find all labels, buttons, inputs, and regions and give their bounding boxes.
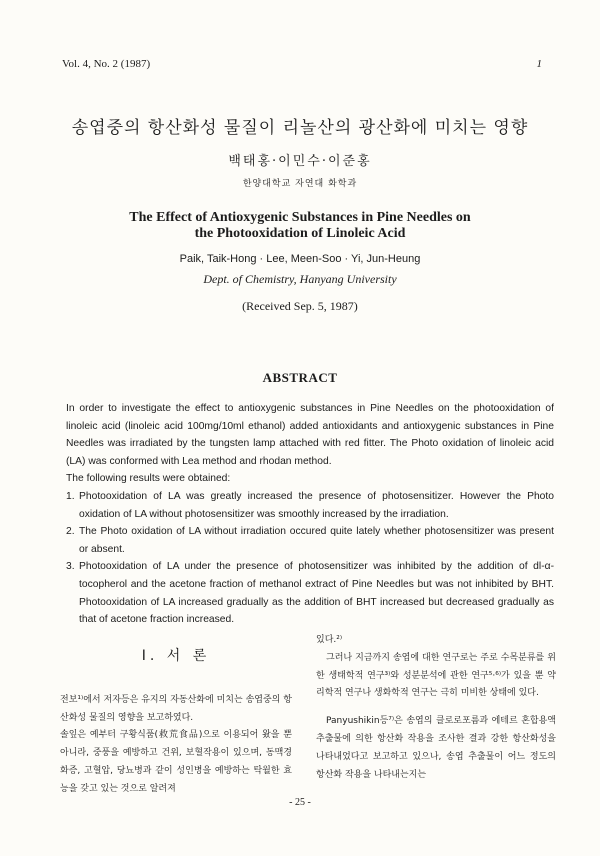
body-paragraph: 전보¹⁾에서 저자등은 유지의 자동산화에 미치는 송엽중의 항산화성 물질의 영향을 보고하였다.	[60, 694, 292, 723]
abstract-body	[66, 400, 554, 629]
abstract-intro: In order to investigate the effect to antioxygenic substances in Pine Needles on the photooxidation of linoleic acid (linoleic acid 100mg/10ml ethanol) added antioxidants and antioxygenic substances in Pine Needles was irradiated by the tungsten lamp attached with red fitter. The Photo oxidation of linoleic acid (LA) was conformed with Lea method and rhodan method.	[66, 403, 554, 467]
english-affiliation: Dept. of Chemistry, Hanyang University	[203, 272, 397, 286]
korean-authors: 백태홍·이민수·이준홍	[228, 154, 372, 169]
abstract-heading: ABSTRACT	[262, 370, 338, 385]
abstract-results-list	[66, 488, 554, 629]
result-item	[66, 558, 554, 628]
body-column-left	[60, 648, 292, 799]
result-item	[66, 488, 554, 523]
body-column-right	[316, 632, 556, 784]
english-authors: Paik, Taik-Hong · Lee, Meen-Soo · Yi, Jun-Heung	[179, 253, 421, 265]
english-title-line-2: the Photooxidation of Linoleic Acid	[194, 226, 406, 241]
abstract-results-lead: The following results were obtained:	[66, 473, 231, 485]
result-text: Photooxidation of LA under the presence of photosensitizer was inhibited by the addition of dl-α-tocopherol and the acetone fraction of methanol extract of Pine Needles but was not inhibited by BHT. Photooxidation of LA increased gradually as the addition of BHT increased but decreased gradually as that of acetone fraction increased.	[79, 561, 554, 626]
result-number: 3.	[66, 561, 75, 573]
body-paragraph: 솔잎은 예부터 구황식품(救荒食品)으로 이용되어 왔을 뿐 아니라, 중풍을 예방하고 건위, 보혈작용이 있으며, 동맥경화증, 고혈압, 당뇨병과 같이 성인병을 예방하는 탁월한 효능을 갖고 있는 것으로 알려져	[60, 730, 292, 794]
page-number: 1	[536, 58, 542, 70]
result-text: Photooxidation of LA was greatly increased the presence of photosensitizer. However the Photo oxidation of LA without photosensitizer was smoothly increased by the irradiation.	[79, 490, 554, 520]
body-paragraph: 있다.²⁾	[316, 635, 343, 645]
section-heading-introduction: I. 서 론	[141, 648, 211, 664]
received-date: (Received Sep. 5, 1987)	[242, 299, 358, 313]
result-item	[66, 523, 554, 558]
journal-volume: Vol. 4, No. 2 (1987)	[62, 58, 151, 70]
english-title	[0, 210, 600, 242]
result-number: 1.	[66, 490, 75, 502]
footer-page-number: - 25 -	[289, 797, 311, 808]
result-number: 2.	[66, 526, 75, 538]
body-paragraph: Panyushikin등⁷⁾은 송엽의 클로로포름과 에테르 혼합용액 추출물에 의한 항산화 작용을 조사한 결과 강한 항산화성을 나타내었다고 보고하고 있으나, 송엽 추출물이 어느 정도의 항산화 작용을 나타내는지는	[316, 716, 556, 780]
body-paragraph: 그러나 지금까지 송엽에 대한 연구로는 주로 수목분류를 위한 생태학적 연구³⁾와 성분분석에 관한 연구⁵·⁶⁾가 있을 뿐 약리학적 연구나 생화학적 연구는 극히 미비한 상태에 있다.	[316, 652, 556, 699]
korean-affiliation: 한양대학교 자연대 화학과	[242, 179, 358, 189]
korean-title: 송엽중의 항산화성 물질이 리놀산의 광산화에 미치는 영향	[71, 118, 529, 138]
result-text: The Photo oxidation of LA without irradiation occured quite lately whether photosensitizer was present or absent.	[79, 526, 554, 555]
english-title-line-1: The Effect of Antioxygenic Substances in Pine Needles on	[129, 210, 471, 225]
